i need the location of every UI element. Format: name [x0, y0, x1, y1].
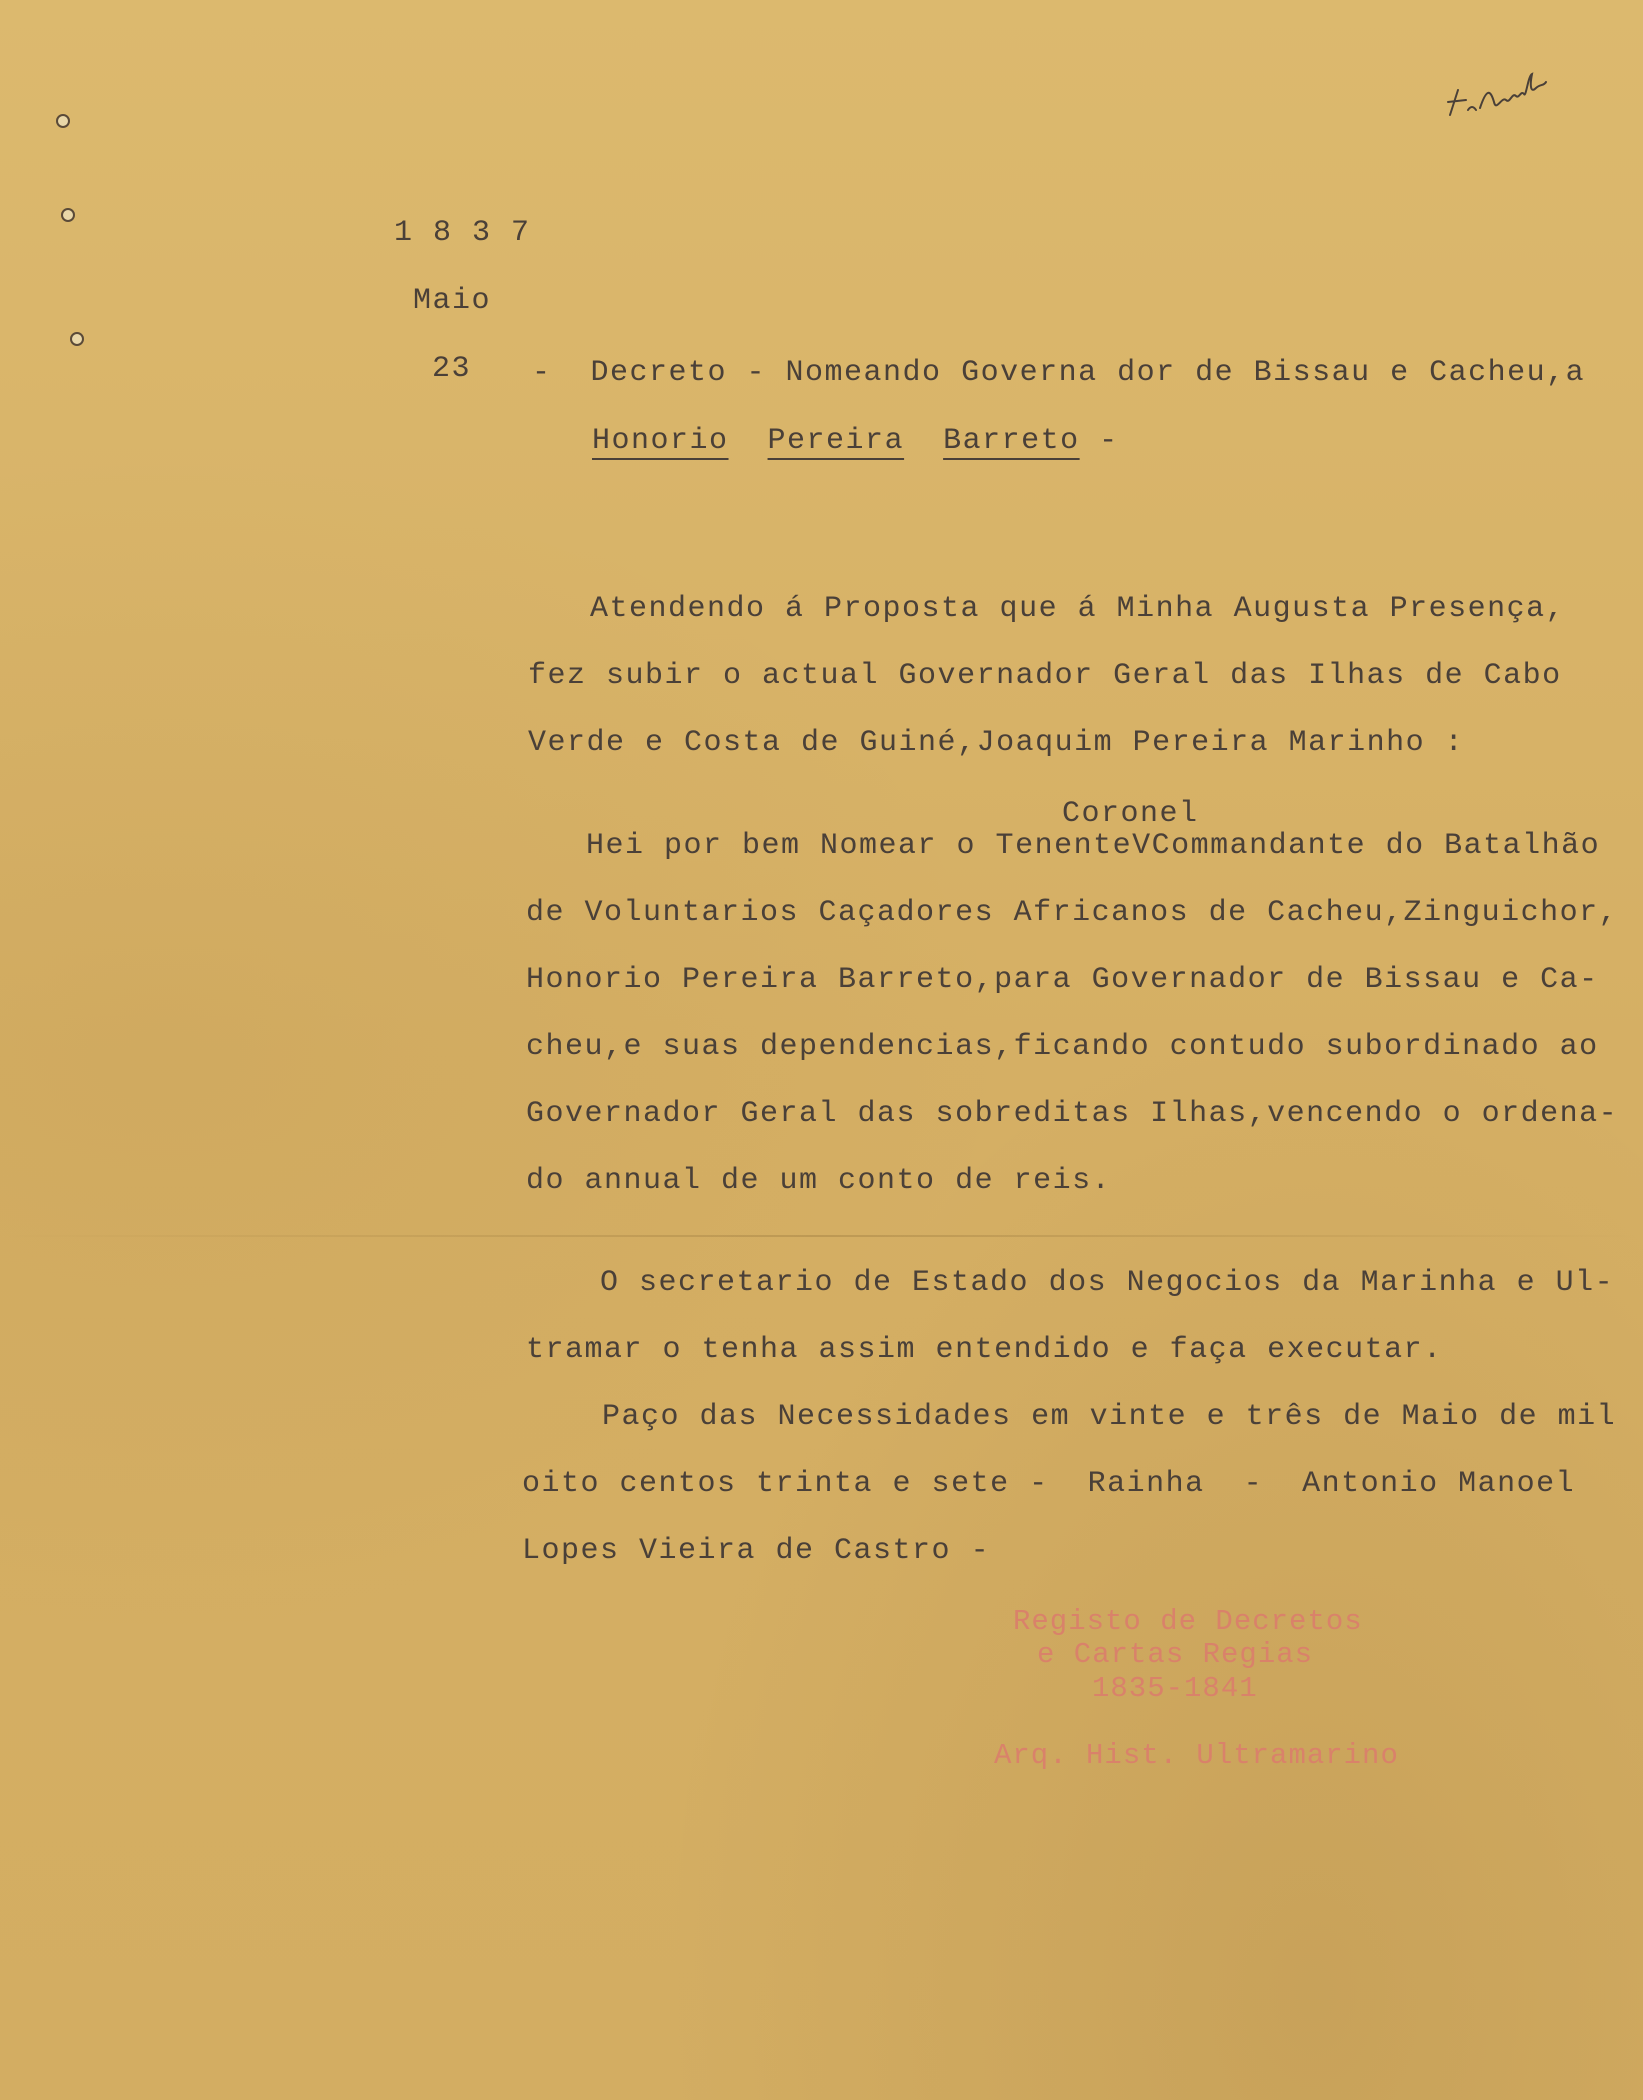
body-line: tramar o tenha assim entendido e faça executar.	[526, 1333, 1443, 1367]
body-line: O secretario de Estado dos Negocios da Marinha e Ul-	[600, 1266, 1615, 1300]
day: 23	[432, 352, 472, 386]
decree-title: - Decreto - Nomeando Governa dor de Bissau e Cacheu,a	[532, 356, 1586, 390]
stamp-archive: Arq. Hist. Ultramarino	[994, 1739, 1399, 1772]
stamp-line: 1835-1841	[1092, 1672, 1258, 1705]
body-line: Paço das Necessidades em vinte e três de Maio de mil	[602, 1400, 1617, 1434]
body-line: fez subir o actual Governador Geral das Ilhas de Cabo	[528, 659, 1562, 693]
name-dash: -	[1099, 424, 1119, 458]
year: 1 8 3 7	[394, 216, 531, 250]
body-line: Lopes Vieira de Castro -	[522, 1534, 991, 1568]
body-line: Governador Geral das sobreditas Ilhas,vencendo o ordena-	[526, 1097, 1619, 1131]
punch-hole	[70, 332, 84, 346]
month: Maio	[413, 284, 492, 318]
body-line: cheu,e suas dependencias,ficando contudo subordinado ao	[526, 1030, 1599, 1064]
stamp-line: e Cartas Regias	[1037, 1638, 1314, 1671]
body-line: Hei por bem Nomear o TenenteVCommandante do Batalhão	[586, 829, 1601, 863]
name-first: Honorio	[592, 424, 729, 458]
body-line: Atendendo á Proposta que á Minha Augusta Presença,	[590, 592, 1566, 626]
body-line: oito centos trinta e sete - Rainha - Antonio Manoel	[522, 1467, 1576, 1501]
punch-hole	[56, 114, 70, 128]
body-line: de Voluntarios Caçadores Africanos de Cacheu,Zinguichor,	[526, 896, 1619, 930]
appointee-name	[592, 424, 1119, 458]
inserted-word: Coronel	[1062, 797, 1199, 831]
body-line: do annual de um conto de reis.	[526, 1164, 1112, 1198]
name-last: Barreto	[943, 424, 1080, 458]
paper-fold-line	[0, 1235, 1643, 1237]
handwritten-signature	[1440, 60, 1590, 140]
body-line: Verde e Costa de Guiné,Joaquim Pereira Marinho :	[528, 726, 1465, 760]
body-line: Honorio Pereira Barreto,para Governador de Bissau e Ca-	[526, 963, 1599, 997]
stamp-line: Registo de Decretos	[1013, 1605, 1363, 1638]
name-middle: Pereira	[767, 424, 905, 458]
punch-hole	[61, 208, 75, 222]
